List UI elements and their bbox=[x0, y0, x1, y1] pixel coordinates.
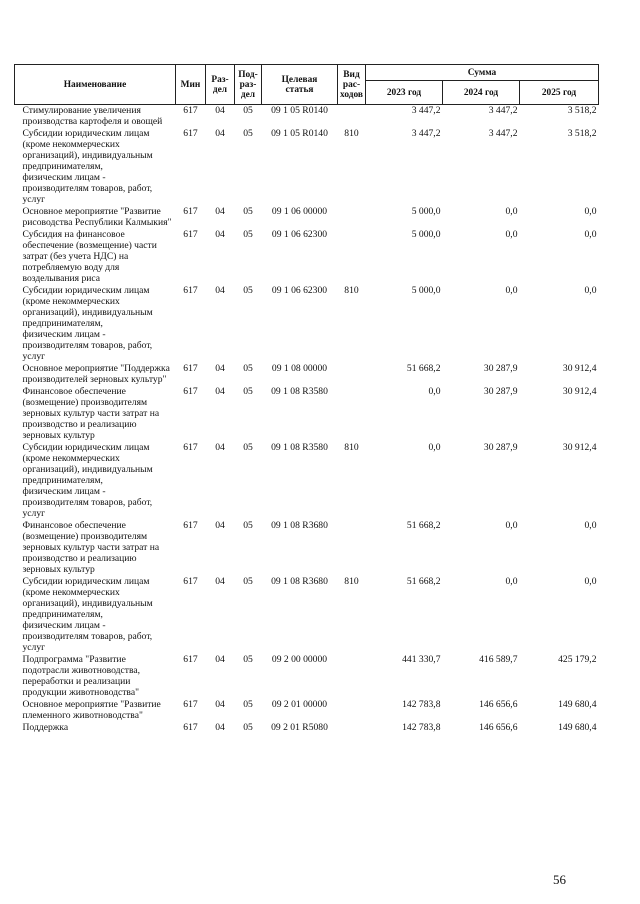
cell-podrazdel: 05 bbox=[243, 285, 253, 296]
cell-sum-2024: 3 447,2 bbox=[488, 128, 518, 139]
cell-min: 617 bbox=[183, 206, 198, 217]
table-row bbox=[15, 699, 599, 722]
cell-expense-type bbox=[338, 699, 366, 722]
cell-name: Стимулирование увеличения производства картофеля и овощей bbox=[22, 105, 163, 127]
header-min: Мин bbox=[176, 65, 206, 105]
cell-razdel: 04 bbox=[215, 229, 225, 240]
cell-target-article: 09 1 06 62300 bbox=[271, 229, 328, 240]
cell-sum-2025: 0,0 bbox=[584, 576, 597, 587]
cell-name: Субсидии юридическим лицам (кроме некоммерческих организаций), индивидуальным предпринимателям, физическим лицам - производителям товаров, работ, услуг bbox=[22, 442, 153, 519]
page-number: 56 bbox=[553, 872, 566, 887]
header-vid: Вид рас- ходов bbox=[338, 65, 366, 105]
cell-name: Основное мероприятие "Развитие племенного животноводства" bbox=[22, 699, 161, 721]
cell-podrazdel: 05 bbox=[243, 576, 253, 587]
cell-podrazdel: 05 bbox=[243, 520, 253, 531]
cell-podrazdel: 05 bbox=[243, 206, 253, 217]
cell-sum-2025: 149 680,4 bbox=[558, 722, 597, 733]
cell-podrazdel: 05 bbox=[243, 442, 253, 453]
cell-podrazdel: 05 bbox=[243, 363, 253, 374]
cell-podrazdel: 05 bbox=[243, 128, 253, 139]
header-article: Целевая статья bbox=[262, 65, 338, 105]
cell-razdel: 04 bbox=[215, 722, 225, 733]
budget-table-container bbox=[14, 64, 598, 734]
cell-sum-2023: 0,0 bbox=[428, 442, 441, 453]
cell-target-article: 09 2 01 00000 bbox=[271, 699, 328, 710]
header-2025: 2025 год bbox=[520, 81, 599, 105]
cell-expense-type: 810 bbox=[344, 576, 359, 587]
cell-sum-2024: 30 287,9 bbox=[483, 386, 518, 397]
cell-sum-2024: 30 287,9 bbox=[483, 442, 518, 453]
cell-razdel: 04 bbox=[215, 206, 225, 217]
cell-name: Основное мероприятие "Поддержка производителей зерновых культур" bbox=[22, 363, 170, 385]
header-name: Наименование bbox=[15, 65, 176, 105]
cell-name: Субсидии юридическим лицам (кроме некоммерческих организаций), индивидуальным предпринимателям, физическим лицам - производителям товаров, работ, услуг bbox=[22, 285, 153, 362]
cell-sum-2025: 30 912,4 bbox=[562, 386, 597, 397]
cell-min: 617 bbox=[183, 285, 198, 296]
header-2023: 2023 год bbox=[366, 81, 443, 105]
cell-razdel: 04 bbox=[215, 520, 225, 531]
cell-target-article: 09 1 08 00000 bbox=[271, 363, 328, 374]
cell-min: 617 bbox=[183, 386, 198, 397]
cell-sum-2025: 30 912,4 bbox=[562, 442, 597, 453]
cell-podrazdel: 05 bbox=[243, 722, 253, 733]
cell-sum-2023: 5 000,0 bbox=[411, 229, 441, 240]
cell-min: 617 bbox=[183, 654, 198, 665]
cell-sum-2024: 0,0 bbox=[505, 206, 518, 217]
cell-expense-type bbox=[338, 520, 366, 576]
cell-target-article: 09 1 08 R3680 bbox=[271, 520, 328, 531]
cell-razdel: 04 bbox=[215, 654, 225, 665]
table-row bbox=[15, 206, 599, 229]
cell-name: Основное мероприятие "Развитие рисоводства Республики Калмыкия" bbox=[22, 206, 172, 228]
cell-expense-type bbox=[338, 654, 366, 699]
cell-sum-2023: 5 000,0 bbox=[411, 206, 441, 217]
cell-expense-type: 810 bbox=[344, 128, 359, 139]
cell-sum-2024: 0,0 bbox=[505, 576, 518, 587]
cell-podrazdel: 05 bbox=[243, 105, 253, 116]
cell-sum-2023: 51 668,2 bbox=[406, 363, 441, 374]
cell-razdel: 04 bbox=[215, 576, 225, 587]
cell-sum-2023: 51 668,2 bbox=[406, 520, 441, 531]
cell-sum-2023: 51 668,2 bbox=[406, 576, 441, 587]
cell-min: 617 bbox=[183, 576, 198, 587]
cell-min: 617 bbox=[183, 520, 198, 531]
cell-sum-2025: 30 912,4 bbox=[562, 363, 597, 374]
cell-razdel: 04 bbox=[215, 442, 225, 453]
cell-target-article: 09 1 06 62300 bbox=[271, 285, 328, 296]
table-row bbox=[15, 576, 599, 654]
cell-sum-2025: 3 518,2 bbox=[567, 128, 597, 139]
cell-expense-type bbox=[338, 229, 366, 285]
cell-sum-2023: 142 783,8 bbox=[402, 722, 441, 733]
cell-name: Подпрограмма "Развитие подотрасли животноводства, переработки и реализации продукции животноводства" bbox=[22, 654, 141, 698]
cell-min: 617 bbox=[183, 128, 198, 139]
cell-razdel: 04 bbox=[215, 285, 225, 296]
cell-expense-type bbox=[338, 105, 366, 129]
cell-sum-2023: 441 330,7 bbox=[402, 654, 441, 665]
table-row bbox=[15, 520, 599, 576]
cell-sum-2025: 0,0 bbox=[584, 206, 597, 217]
header-razdel: Раз- дел bbox=[206, 65, 235, 105]
header-2024: 2024 год bbox=[443, 81, 520, 105]
table-body bbox=[15, 105, 599, 735]
cell-sum-2023: 3 447,2 bbox=[411, 128, 441, 139]
cell-podrazdel: 05 bbox=[243, 699, 253, 710]
cell-target-article: 09 2 00 00000 bbox=[271, 654, 328, 665]
cell-expense-type: 810 bbox=[344, 442, 359, 453]
cell-sum-2025: 425 179,2 bbox=[558, 654, 597, 665]
cell-podrazdel: 05 bbox=[243, 386, 253, 397]
cell-razdel: 04 bbox=[215, 699, 225, 710]
table-row bbox=[15, 285, 599, 363]
cell-sum-2024: 3 447,2 bbox=[488, 105, 518, 116]
table-row bbox=[15, 105, 599, 129]
header-podrazdel: Под- раз- дел bbox=[235, 65, 262, 105]
cell-sum-2025: 0,0 bbox=[584, 285, 597, 296]
cell-name: Финансовое обеспечение (возмещение) производителям зерновых культур части затрат на производство и реализацию зерновых культур bbox=[22, 386, 160, 441]
cell-name: Поддержка bbox=[22, 722, 69, 733]
cell-razdel: 04 bbox=[215, 386, 225, 397]
cell-sum-2024: 146 656,6 bbox=[479, 722, 518, 733]
cell-sum-2023: 0,0 bbox=[428, 386, 441, 397]
cell-min: 617 bbox=[183, 229, 198, 240]
cell-sum-2024: 0,0 bbox=[505, 520, 518, 531]
cell-sum-2024: 146 656,6 bbox=[479, 699, 518, 710]
cell-min: 617 bbox=[183, 722, 198, 733]
cell-sum-2024: 416 589,7 bbox=[479, 654, 518, 665]
cell-expense-type: 810 bbox=[344, 285, 359, 296]
budget-table bbox=[14, 64, 599, 734]
table-header bbox=[15, 65, 599, 105]
table-row bbox=[15, 386, 599, 442]
cell-sum-2024: 30 287,9 bbox=[483, 363, 518, 374]
cell-expense-type bbox=[338, 206, 366, 229]
cell-min: 617 bbox=[183, 699, 198, 710]
table-row bbox=[15, 229, 599, 285]
cell-sum-2023: 142 783,8 bbox=[402, 699, 441, 710]
cell-podrazdel: 05 bbox=[243, 654, 253, 665]
cell-name: Субсидии юридическим лицам (кроме некоммерческих организаций), индивидуальным предпринимателям, физическим лицам - производителям товаров, работ, услуг bbox=[22, 576, 153, 653]
cell-sum-2023: 3 447,2 bbox=[411, 105, 441, 116]
table-row bbox=[15, 128, 599, 206]
cell-expense-type bbox=[338, 722, 366, 734]
table-row bbox=[15, 363, 599, 386]
cell-target-article: 09 1 08 R3580 bbox=[271, 386, 328, 397]
table-row bbox=[15, 654, 599, 699]
cell-min: 617 bbox=[183, 442, 198, 453]
table-row bbox=[15, 722, 599, 734]
cell-razdel: 04 bbox=[215, 363, 225, 374]
cell-target-article: 09 1 08 R3580 bbox=[271, 442, 328, 453]
cell-target-article: 09 1 08 R3680 bbox=[271, 576, 328, 587]
cell-expense-type bbox=[338, 363, 366, 386]
cell-name: Субсидия на финансовое обеспечение (возмещение) части затрат (без учета НДС) на потребляемую воду для возделывания риса bbox=[22, 229, 157, 284]
cell-razdel: 04 bbox=[215, 105, 225, 116]
cell-sum-2024: 0,0 bbox=[505, 285, 518, 296]
cell-target-article: 09 1 05 R0140 bbox=[271, 105, 328, 116]
cell-podrazdel: 05 bbox=[243, 229, 253, 240]
cell-sum-2025: 149 680,4 bbox=[558, 699, 597, 710]
cell-name: Субсидии юридическим лицам (кроме некоммерческих организаций), индивидуальным предпринимателям, физическим лицам - производителям товаров, работ, услуг bbox=[22, 128, 153, 205]
cell-razdel: 04 bbox=[215, 128, 225, 139]
cell-sum-2025: 0,0 bbox=[584, 229, 597, 240]
cell-sum-2023: 5 000,0 bbox=[411, 285, 441, 296]
header-sum: Сумма bbox=[366, 65, 599, 81]
cell-target-article: 09 1 05 R0140 bbox=[271, 128, 328, 139]
cell-sum-2024: 0,0 bbox=[505, 229, 518, 240]
cell-target-article: 09 1 06 00000 bbox=[271, 206, 328, 217]
cell-name: Финансовое обеспечение (возмещение) производителям зерновых культур части затрат на производство и реализацию зерновых культур bbox=[22, 520, 160, 575]
cell-min: 617 bbox=[183, 105, 198, 116]
cell-expense-type bbox=[338, 386, 366, 442]
cell-sum-2025: 3 518,2 bbox=[567, 105, 597, 116]
cell-target-article: 09 2 01 R5080 bbox=[271, 722, 328, 733]
cell-min: 617 bbox=[183, 363, 198, 374]
cell-sum-2025: 0,0 bbox=[584, 520, 597, 531]
table-row bbox=[15, 442, 599, 520]
